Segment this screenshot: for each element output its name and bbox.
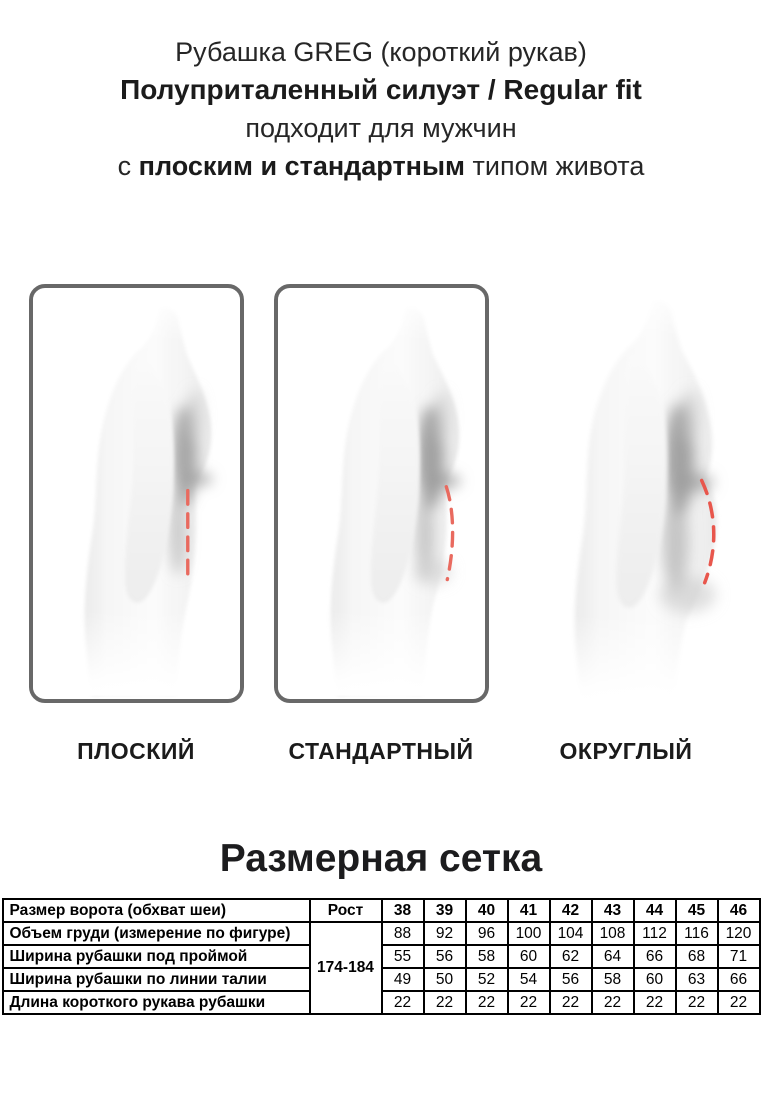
value-cell: 100 — [508, 922, 550, 945]
size-header-cell: 40 — [466, 899, 508, 922]
value-cell: 49 — [382, 968, 424, 991]
size-header-cell: 44 — [634, 899, 676, 922]
size-header-cell: 42 — [550, 899, 592, 922]
round-belly-figure — [519, 284, 734, 703]
value-cell: 22 — [592, 991, 634, 1014]
value-cell: 62 — [550, 945, 592, 968]
value-cell: 22 — [382, 991, 424, 1014]
value-cell: 22 — [718, 991, 760, 1014]
fit-note-suffix: типом живота — [465, 151, 645, 181]
size-table-header-row — [3, 899, 760, 922]
fit-note-line2 — [0, 147, 762, 185]
belly-type-standard — [274, 284, 489, 765]
value-cell: 60 — [508, 945, 550, 968]
value-cell: 22 — [424, 991, 466, 1014]
size-header-cell: 41 — [508, 899, 550, 922]
size-table-row — [3, 991, 760, 1014]
value-cell: 66 — [634, 945, 676, 968]
value-cell: 60 — [634, 968, 676, 991]
value-cell: 63 — [676, 968, 718, 991]
value-cell: 22 — [508, 991, 550, 1014]
header-label-cell: Размер ворота (обхват шеи) — [3, 899, 310, 922]
value-cell: 108 — [592, 922, 634, 945]
value-cell: 56 — [424, 945, 466, 968]
header — [0, 0, 762, 185]
belly-type-flat — [29, 284, 244, 765]
row-label-cell: Ширина рубашки под проймой — [3, 945, 310, 968]
size-table-row — [3, 945, 760, 968]
row-label-cell: Ширина рубашки по линии талии — [3, 968, 310, 991]
torso-illustration-standard — [278, 288, 485, 699]
belly-type-round — [519, 284, 734, 765]
value-cell: 55 — [382, 945, 424, 968]
flat-belly-label: ПЛОСКИЙ — [77, 738, 195, 764]
value-cell: 54 — [508, 968, 550, 991]
fit-note-line1: подходит для мужчин — [245, 113, 517, 143]
value-cell: 58 — [592, 968, 634, 991]
fit-subtitle: Полуприталенный силуэт / Regular fit — [120, 74, 642, 105]
product-title: Рубашка GREG (короткий рукав) — [175, 37, 587, 67]
fit-note-prefix: с — [117, 151, 139, 181]
standard-belly-label: СТАНДАРТНЫЙ — [288, 738, 474, 764]
value-cell: 66 — [718, 968, 760, 991]
value-cell: 22 — [466, 991, 508, 1014]
value-cell: 104 — [550, 922, 592, 945]
belly-types-section — [0, 284, 762, 765]
fit-note-bold: плоским и стандартным — [138, 151, 466, 181]
value-cell: 116 — [676, 922, 718, 945]
row-label-cell: Объем груди (измерение по фигуре) — [3, 922, 310, 945]
size-table — [2, 898, 761, 1015]
value-cell: 56 — [550, 968, 592, 991]
value-cell: 58 — [466, 945, 508, 968]
size-header-cell: 38 — [382, 899, 424, 922]
value-cell: 22 — [634, 991, 676, 1014]
value-cell: 112 — [634, 922, 676, 945]
value-cell: 22 — [676, 991, 718, 1014]
size-header-cell: 39 — [424, 899, 466, 922]
size-header-cell: 46 — [718, 899, 760, 922]
standard-belly-figure-frame — [274, 284, 489, 703]
rost-header-cell: Рост — [310, 899, 382, 922]
value-cell: 92 — [424, 922, 466, 945]
value-cell: 96 — [466, 922, 508, 945]
value-cell: 120 — [718, 922, 760, 945]
rost-value-cell: 174-184 — [310, 922, 382, 1014]
value-cell: 71 — [718, 945, 760, 968]
flat-belly-figure-frame — [29, 284, 244, 703]
size-table-row — [3, 922, 760, 945]
value-cell: 64 — [592, 945, 634, 968]
size-table-row — [3, 968, 760, 991]
row-label-cell: Длина короткого рукава рубашки — [3, 991, 310, 1014]
value-cell: 68 — [676, 945, 718, 968]
torso-illustration-round — [519, 284, 734, 703]
torso-illustration-flat — [33, 288, 240, 699]
size-header-cell: 43 — [592, 899, 634, 922]
value-cell: 50 — [424, 968, 466, 991]
value-cell: 52 — [466, 968, 508, 991]
size-grid-title: Размерная сетка — [219, 837, 543, 880]
value-cell: 22 — [550, 991, 592, 1014]
round-belly-label: ОКРУГЛЫЙ — [559, 738, 693, 764]
value-cell: 88 — [382, 922, 424, 945]
size-header-cell: 45 — [676, 899, 718, 922]
